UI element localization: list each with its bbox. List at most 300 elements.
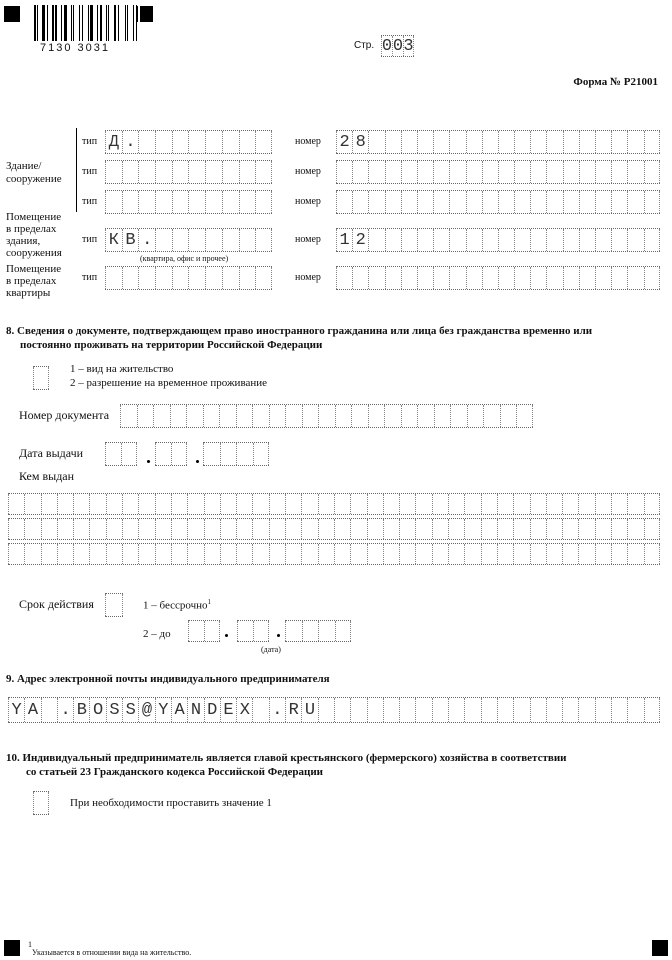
type-cell[interactable] <box>222 131 239 153</box>
issued-by-cell[interactable] <box>562 544 578 564</box>
type-cell[interactable] <box>188 131 205 153</box>
number-cell[interactable] <box>417 161 433 183</box>
number-cell[interactable] <box>546 267 562 289</box>
address-type-field[interactable] <box>105 130 272 154</box>
type-cell[interactable] <box>122 267 139 289</box>
email-cell[interactable]: S <box>106 698 122 722</box>
number-cell[interactable] <box>352 267 368 289</box>
doc-number-cell[interactable] <box>120 405 137 427</box>
issued-by-cell[interactable] <box>41 519 57 539</box>
date-cell[interactable] <box>105 443 121 465</box>
date-cell[interactable] <box>335 621 352 641</box>
doc-number-cell[interactable] <box>285 405 302 427</box>
issued-by-cell[interactable] <box>122 544 138 564</box>
issued-by-cell[interactable] <box>220 494 236 514</box>
issued-by-cell[interactable] <box>236 494 252 514</box>
number-cell[interactable] <box>449 267 465 289</box>
number-cell[interactable] <box>611 131 627 153</box>
doc-number-cell[interactable] <box>500 405 517 427</box>
issued-by-cell[interactable] <box>57 519 73 539</box>
issued-by-cell[interactable] <box>220 519 236 539</box>
number-cell[interactable] <box>530 229 546 251</box>
email-cell[interactable] <box>318 698 334 722</box>
email-cell[interactable] <box>448 698 464 722</box>
email-cell[interactable] <box>432 698 448 722</box>
issued-by-cell[interactable] <box>644 494 660 514</box>
date-cell[interactable] <box>220 443 237 465</box>
date-cell[interactable] <box>253 443 270 465</box>
email-cell[interactable]: . <box>57 698 73 722</box>
type-cell[interactable] <box>239 161 256 183</box>
type-cell[interactable] <box>222 229 239 251</box>
issued-by-cell[interactable] <box>269 494 285 514</box>
email-cell[interactable]: S <box>122 698 138 722</box>
number-cell[interactable] <box>385 161 401 183</box>
issued-by-cell[interactable] <box>611 494 627 514</box>
number-cell[interactable] <box>595 191 611 213</box>
date-cell[interactable] <box>203 443 220 465</box>
number-cell[interactable] <box>433 131 449 153</box>
issued-by-cell[interactable] <box>415 519 431 539</box>
email-cell[interactable] <box>611 698 627 722</box>
issued-by-cell[interactable] <box>89 519 105 539</box>
issued-by-cell[interactable] <box>432 544 448 564</box>
number-cell[interactable] <box>595 267 611 289</box>
date-cell[interactable] <box>302 621 319 641</box>
issued-by-cell[interactable] <box>415 494 431 514</box>
type-cell[interactable] <box>105 191 122 213</box>
number-cell[interactable] <box>466 131 482 153</box>
type-cell[interactable] <box>205 229 222 251</box>
email-cell[interactable]: @ <box>138 698 154 722</box>
issued-by-cell[interactable] <box>481 544 497 564</box>
type-cell[interactable] <box>122 161 139 183</box>
issued-by-cell[interactable] <box>595 519 611 539</box>
issued-by-cell[interactable] <box>171 494 187 514</box>
number-cell[interactable] <box>498 229 514 251</box>
doc-number-cell[interactable] <box>450 405 467 427</box>
address-type-field[interactable] <box>105 266 272 290</box>
type-cell[interactable] <box>205 267 222 289</box>
number-cell[interactable] <box>644 229 660 251</box>
doc-number-cell[interactable] <box>335 405 352 427</box>
issued-by-field-row1[interactable] <box>8 493 660 515</box>
number-cell[interactable] <box>611 229 627 251</box>
issued-by-cell[interactable] <box>578 519 594 539</box>
number-cell[interactable] <box>401 191 417 213</box>
number-cell[interactable] <box>611 191 627 213</box>
address-number-field[interactable] <box>336 160 660 184</box>
email-field[interactable] <box>8 697 660 723</box>
number-cell[interactable] <box>611 161 627 183</box>
number-cell[interactable] <box>401 267 417 289</box>
date-cell[interactable] <box>253 621 269 641</box>
issued-by-cell[interactable] <box>318 494 334 514</box>
issue-date-day[interactable] <box>105 442 137 466</box>
issued-by-cell[interactable] <box>252 544 268 564</box>
number-cell[interactable] <box>498 131 514 153</box>
number-cell[interactable] <box>530 191 546 213</box>
doc-number-cell[interactable] <box>401 405 418 427</box>
number-cell[interactable] <box>336 161 352 183</box>
number-cell[interactable]: 2 <box>336 131 352 153</box>
issued-by-cell[interactable] <box>611 519 627 539</box>
type-cell[interactable] <box>155 267 172 289</box>
type-cell[interactable] <box>155 191 172 213</box>
email-cell[interactable] <box>595 698 611 722</box>
email-cell[interactable]: Y <box>155 698 171 722</box>
issued-by-cell[interactable] <box>155 494 171 514</box>
type-cell[interactable] <box>188 267 205 289</box>
issued-by-cell[interactable] <box>513 519 529 539</box>
issued-by-cell[interactable] <box>513 494 529 514</box>
farm-head-cell[interactable] <box>33 792 49 814</box>
doc-number-cell[interactable] <box>153 405 170 427</box>
doc-number-cell[interactable] <box>351 405 368 427</box>
email-cell[interactable] <box>350 698 366 722</box>
type-cell[interactable] <box>155 229 172 251</box>
issued-by-cell[interactable] <box>627 494 643 514</box>
address-number-field[interactable] <box>336 130 660 154</box>
type-cell[interactable] <box>205 131 222 153</box>
issued-by-cell[interactable] <box>8 519 24 539</box>
issued-by-cell[interactable] <box>252 494 268 514</box>
issued-by-cell[interactable] <box>122 494 138 514</box>
issued-by-cell[interactable] <box>24 544 40 564</box>
issued-by-cell[interactable] <box>236 519 252 539</box>
date-cell[interactable] <box>171 443 187 465</box>
number-cell[interactable] <box>563 161 579 183</box>
number-cell[interactable] <box>433 267 449 289</box>
type-cell[interactable]: К <box>105 229 122 251</box>
issued-by-cell[interactable] <box>578 494 594 514</box>
issued-by-cell[interactable] <box>204 544 220 564</box>
type-cell[interactable] <box>222 161 239 183</box>
number-cell[interactable] <box>401 229 417 251</box>
address-number-field[interactable] <box>336 228 660 252</box>
email-cell[interactable] <box>578 698 594 722</box>
issued-by-cell[interactable] <box>89 494 105 514</box>
email-cell[interactable] <box>562 698 578 722</box>
email-cell[interactable] <box>546 698 562 722</box>
issued-by-cell[interactable] <box>41 494 57 514</box>
issued-by-cell[interactable] <box>236 544 252 564</box>
type-cell[interactable] <box>172 131 189 153</box>
number-cell[interactable] <box>352 161 368 183</box>
issued-by-cell[interactable] <box>204 519 220 539</box>
number-cell[interactable] <box>644 191 660 213</box>
issued-by-cell[interactable] <box>367 544 383 564</box>
issued-by-cell[interactable] <box>155 519 171 539</box>
number-cell[interactable]: 2 <box>352 229 368 251</box>
number-cell[interactable] <box>385 229 401 251</box>
number-cell[interactable] <box>417 267 433 289</box>
number-cell[interactable] <box>368 191 384 213</box>
number-cell[interactable] <box>336 267 352 289</box>
issued-by-cell[interactable] <box>383 519 399 539</box>
number-cell[interactable] <box>433 191 449 213</box>
doc-number-cell[interactable] <box>186 405 203 427</box>
number-cell[interactable] <box>611 267 627 289</box>
issued-by-cell[interactable] <box>546 544 562 564</box>
validity-date-year[interactable] <box>285 620 351 642</box>
email-cell[interactable]: O <box>89 698 105 722</box>
number-cell[interactable] <box>530 131 546 153</box>
issued-by-cell[interactable] <box>138 519 154 539</box>
type-cell[interactable] <box>255 131 272 153</box>
number-cell[interactable] <box>466 267 482 289</box>
doc-number-cell[interactable] <box>219 405 236 427</box>
issued-by-cell[interactable] <box>106 544 122 564</box>
type-cell[interactable]: . <box>138 229 155 251</box>
issued-by-cell[interactable] <box>187 494 203 514</box>
number-cell[interactable] <box>401 161 417 183</box>
email-cell[interactable]: . <box>269 698 285 722</box>
number-cell[interactable] <box>579 131 595 153</box>
type-cell[interactable] <box>138 131 155 153</box>
issued-by-cell[interactable] <box>513 544 529 564</box>
number-cell[interactable] <box>514 161 530 183</box>
email-cell[interactable]: E <box>220 698 236 722</box>
email-cell[interactable] <box>252 698 268 722</box>
issued-by-cell[interactable] <box>448 494 464 514</box>
email-cell[interactable]: X <box>236 698 252 722</box>
issued-by-field-row3[interactable] <box>8 543 660 565</box>
validity-date-month[interactable] <box>237 620 269 642</box>
issued-by-cell[interactable] <box>73 519 89 539</box>
email-cell[interactable] <box>530 698 546 722</box>
issued-by-cell[interactable] <box>367 494 383 514</box>
number-cell[interactable] <box>627 131 643 153</box>
type-cell[interactable] <box>155 131 172 153</box>
doc-number-cell[interactable] <box>318 405 335 427</box>
email-cell[interactable] <box>415 698 431 722</box>
issued-by-cell[interactable] <box>138 494 154 514</box>
page-digit-cell[interactable]: 3 <box>403 36 414 56</box>
type-cell[interactable] <box>239 131 256 153</box>
issued-by-cell[interactable] <box>644 519 660 539</box>
number-cell[interactable]: 8 <box>352 131 368 153</box>
issued-by-cell[interactable] <box>285 519 301 539</box>
email-cell[interactable]: B <box>73 698 89 722</box>
issued-by-cell[interactable] <box>269 519 285 539</box>
number-cell[interactable] <box>514 229 530 251</box>
issued-by-cell[interactable] <box>415 544 431 564</box>
number-cell[interactable] <box>482 161 498 183</box>
doc-type-checkbox[interactable] <box>33 366 49 390</box>
number-cell[interactable] <box>482 131 498 153</box>
number-cell[interactable] <box>368 267 384 289</box>
number-cell[interactable] <box>627 229 643 251</box>
number-cell[interactable] <box>595 229 611 251</box>
date-cell[interactable] <box>155 443 171 465</box>
issued-by-cell[interactable] <box>24 494 40 514</box>
type-cell[interactable] <box>188 191 205 213</box>
email-cell[interactable]: U <box>301 698 317 722</box>
type-cell[interactable] <box>239 267 256 289</box>
type-cell[interactable] <box>222 267 239 289</box>
date-cell[interactable] <box>237 621 253 641</box>
issued-by-cell[interactable] <box>204 494 220 514</box>
number-cell[interactable] <box>514 191 530 213</box>
number-cell[interactable] <box>644 131 660 153</box>
doc-number-cell[interactable] <box>434 405 451 427</box>
issued-by-cell[interactable] <box>627 544 643 564</box>
type-cell[interactable] <box>138 161 155 183</box>
number-cell[interactable] <box>417 229 433 251</box>
issued-by-cell[interactable] <box>644 544 660 564</box>
email-cell[interactable] <box>627 698 643 722</box>
issued-by-cell[interactable] <box>627 519 643 539</box>
doc-number-cell[interactable] <box>137 405 154 427</box>
type-cell[interactable]: В <box>122 229 139 251</box>
issued-by-cell[interactable] <box>595 544 611 564</box>
issued-by-cell[interactable] <box>73 494 89 514</box>
issued-by-cell[interactable] <box>464 494 480 514</box>
number-cell[interactable] <box>368 229 384 251</box>
address-number-field[interactable] <box>336 190 660 214</box>
number-cell[interactable] <box>514 131 530 153</box>
email-cell[interactable]: Y <box>8 698 24 722</box>
issued-by-cell[interactable] <box>448 544 464 564</box>
type-cell[interactable] <box>255 191 272 213</box>
type-cell[interactable] <box>172 161 189 183</box>
validity-checkbox[interactable] <box>105 593 123 617</box>
type-cell[interactable] <box>188 229 205 251</box>
issued-by-cell[interactable] <box>497 519 513 539</box>
type-cell[interactable] <box>172 229 189 251</box>
issued-by-cell[interactable] <box>41 544 57 564</box>
issued-by-cell[interactable] <box>318 544 334 564</box>
number-cell[interactable] <box>530 267 546 289</box>
email-cell[interactable]: N <box>187 698 203 722</box>
number-cell[interactable] <box>385 191 401 213</box>
type-cell[interactable] <box>138 191 155 213</box>
number-cell[interactable] <box>449 161 465 183</box>
type-cell[interactable] <box>205 191 222 213</box>
doc-type-cell[interactable] <box>33 367 49 389</box>
issued-by-cell[interactable] <box>122 519 138 539</box>
number-cell[interactable] <box>563 267 579 289</box>
date-cell[interactable] <box>236 443 253 465</box>
doc-number-cell[interactable] <box>302 405 319 427</box>
email-cell[interactable]: R <box>285 698 301 722</box>
number-cell[interactable] <box>546 191 562 213</box>
number-cell[interactable] <box>579 161 595 183</box>
email-cell[interactable] <box>481 698 497 722</box>
address-number-field[interactable] <box>336 266 660 290</box>
type-cell[interactable]: Д <box>105 131 122 153</box>
doc-number-cell[interactable] <box>467 405 484 427</box>
email-cell[interactable] <box>497 698 513 722</box>
issued-by-cell[interactable] <box>89 544 105 564</box>
issued-by-cell[interactable] <box>24 519 40 539</box>
number-cell[interactable] <box>433 161 449 183</box>
number-cell[interactable] <box>546 161 562 183</box>
validity-cell[interactable] <box>105 594 123 616</box>
issued-by-cell[interactable] <box>530 544 546 564</box>
issued-by-cell[interactable] <box>464 544 480 564</box>
number-cell[interactable] <box>627 267 643 289</box>
issued-by-field-row2[interactable] <box>8 518 660 540</box>
number-cell[interactable] <box>644 267 660 289</box>
issued-by-cell[interactable] <box>334 544 350 564</box>
number-cell[interactable] <box>579 267 595 289</box>
email-cell[interactable] <box>644 698 660 722</box>
doc-number-cell[interactable] <box>368 405 385 427</box>
number-cell[interactable] <box>368 131 384 153</box>
issued-by-cell[interactable] <box>481 519 497 539</box>
issued-by-cell[interactable] <box>611 544 627 564</box>
doc-number-cell[interactable] <box>417 405 434 427</box>
issued-by-cell[interactable] <box>497 494 513 514</box>
issued-by-cell[interactable] <box>432 494 448 514</box>
issued-by-cell[interactable] <box>171 544 187 564</box>
issued-by-cell[interactable] <box>399 494 415 514</box>
issued-by-cell[interactable] <box>106 494 122 514</box>
number-cell[interactable] <box>498 161 514 183</box>
type-cell[interactable] <box>172 191 189 213</box>
number-cell[interactable] <box>530 161 546 183</box>
type-cell[interactable] <box>105 161 122 183</box>
number-cell[interactable] <box>595 131 611 153</box>
date-cell[interactable] <box>318 621 335 641</box>
doc-number-cell[interactable] <box>483 405 500 427</box>
type-cell[interactable] <box>255 161 272 183</box>
email-cell[interactable] <box>513 698 529 722</box>
type-cell[interactable] <box>239 191 256 213</box>
email-cell[interactable] <box>41 698 57 722</box>
type-cell[interactable] <box>188 161 205 183</box>
number-cell[interactable]: 1 <box>336 229 352 251</box>
issued-by-cell[interactable] <box>383 494 399 514</box>
number-cell[interactable] <box>385 267 401 289</box>
number-cell[interactable] <box>644 161 660 183</box>
type-cell[interactable] <box>122 191 139 213</box>
type-cell[interactable] <box>205 161 222 183</box>
issued-by-cell[interactable] <box>497 544 513 564</box>
doc-number-cell[interactable] <box>170 405 187 427</box>
number-cell[interactable] <box>466 191 482 213</box>
issued-by-cell[interactable] <box>546 494 562 514</box>
number-cell[interactable] <box>449 191 465 213</box>
number-cell[interactable] <box>482 267 498 289</box>
issued-by-cell[interactable] <box>350 494 366 514</box>
number-cell[interactable] <box>352 191 368 213</box>
issued-by-cell[interactable] <box>57 544 73 564</box>
type-cell[interactable] <box>255 229 272 251</box>
issued-by-cell[interactable] <box>350 519 366 539</box>
number-cell[interactable] <box>417 131 433 153</box>
issued-by-cell[interactable] <box>187 544 203 564</box>
address-type-field[interactable] <box>105 160 272 184</box>
number-cell[interactable] <box>498 191 514 213</box>
number-cell[interactable] <box>514 267 530 289</box>
email-cell[interactable] <box>399 698 415 722</box>
number-cell[interactable] <box>417 191 433 213</box>
issued-by-cell[interactable] <box>578 544 594 564</box>
type-cell[interactable] <box>105 267 122 289</box>
issued-by-cell[interactable] <box>155 544 171 564</box>
issued-by-cell[interactable] <box>448 519 464 539</box>
number-cell[interactable] <box>466 229 482 251</box>
issued-by-cell[interactable] <box>530 519 546 539</box>
page-digit-cell[interactable]: 0 <box>381 36 393 56</box>
email-cell[interactable]: D <box>204 698 220 722</box>
type-cell[interactable] <box>155 161 172 183</box>
issued-by-cell[interactable] <box>301 544 317 564</box>
type-cell[interactable] <box>222 191 239 213</box>
